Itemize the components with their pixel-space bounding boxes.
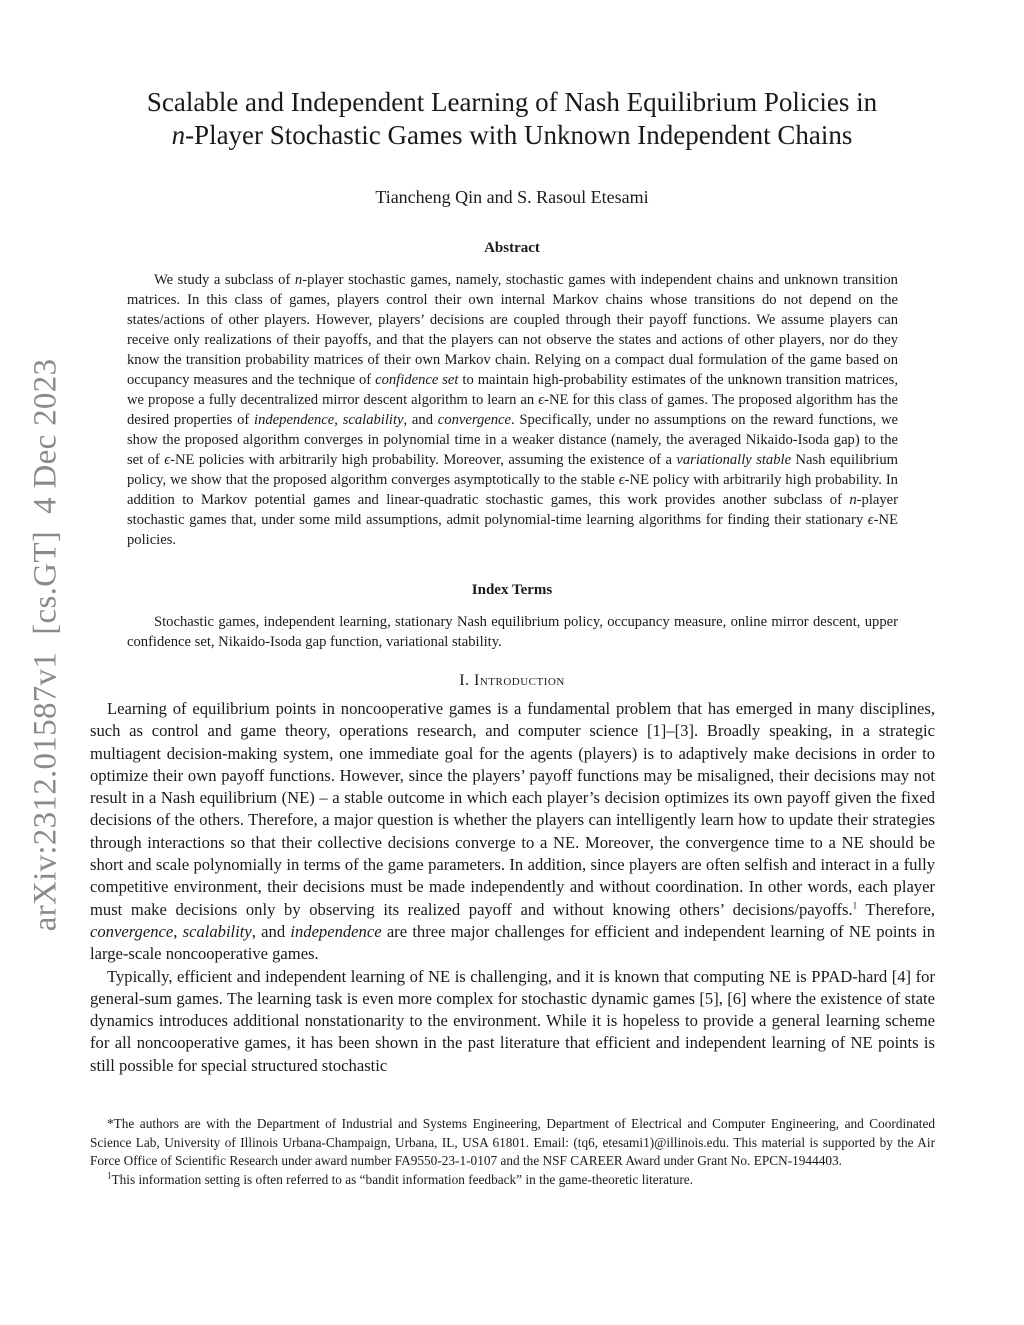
emphasis: confidence set [375, 372, 459, 388]
text-run: Learning of equilibrium points in noncooperative games is a fundamental problem that has emerged in many disciplines, such as control and game theory, operations research, and computer science [1]–[3]. Broadly speaking, in a strategic multiagent decision-making system, one immediate goal for the agents (players) is to adaptively make decisions in order to optimize their own payoff functions. However, since the players’ payoff functions may be misaligned, their decisions may not result in a Nash equilibrium (NE) – a stable outcome in which each player’s decision optimizes its own payoff given the fixed decisions of the others. Therefore, a major question is whether the players can intelligently learn how to update their strategies through interactions so that their collective decisions converge to a NE. Moreover, the convergence time to a NE should be short and scale polynomially in terms of the game parameters. In addition, since players are often selfish and interact in a fully competitive environment, their decisions must be made independently and without coordination. In other words, each player must make decisions only by observing its realized payoff and without knowing others’ decisions/payoffs. [90, 699, 935, 919]
emphasis: variationally stable [676, 452, 792, 468]
footnote-marker: 1 [107, 1170, 112, 1181]
footnote-1 [90, 1171, 935, 1190]
text-run: -NE policies. [127, 512, 898, 548]
title-line-1: Scalable and Independent Learning of Nash Equilibrium Policies in [146, 87, 878, 117]
section-heading [0, 672, 1024, 690]
text-run: , and [251, 921, 291, 941]
text-run: . Specifically, under no assumptions on the reward functions, we show the proposed algorithm converges in polynomial time in a weaker distance (namely, the averaged Nikaido-Isoda gap) to the set of [127, 412, 898, 468]
emphasis: convergence [90, 921, 174, 941]
introduction-body [90, 698, 935, 1077]
math-symbol: n [849, 492, 857, 508]
abstract-text [127, 270, 898, 550]
text-run: -NE policy with arbitrarily high probability. In addition to Markov potential games and linear-quadratic stochastic games, this work provides another subclass of [127, 472, 898, 508]
math-symbol: ϵ [618, 472, 625, 488]
math-symbol: n [294, 272, 303, 288]
footnote-marker: 1 [852, 900, 858, 911]
text-run: -NE for this class of games. The proposed algorithm has the desired properties of [127, 392, 898, 428]
emphasis: scalability [342, 412, 404, 428]
math-symbol: ϵ [867, 512, 874, 528]
text-run: , [334, 412, 343, 428]
text-run: We study a subclass of [154, 272, 295, 288]
footnotes [90, 1115, 935, 1189]
text-run: -player stochastic games, namely, stochastic games with independent chains and unknown transition matrices. In this class of games, players control their own internal Markov chains whose transitions do not depend on the states/actions of other players. However, players’ decisions are coupled through their payoff functions. We assume players can receive only realizations of their payoffs, and that the players can not observe the states and actions of other players, nor do they know the transition probability matrices of their own Markov chain. Relying on a compact dual formulation of the game based on occupancy measures and the technique of [127, 272, 898, 388]
index-terms-heading: Index Terms [471, 582, 553, 598]
paper-title [0, 86, 1024, 152]
text-run: Typically, efficient and independent learning of NE is challenging, and it is known that computing NE is PPAD-hard [4] for general-sum games. The learning task is even more complex for stochastic dynamic games [5], [6] where the existence of state dynamics introduces additional nonstationarity to the environment. While it is hopeless to provide a general learning scheme for all noncooperative games, it has been shown in the past literature that efficient and independent learning of NE points is still possible for special structured stochastic [90, 966, 935, 1075]
title-line-2 [0, 119, 1024, 152]
arxiv-identifier: arXiv:2312.01587v1 [cs.GT] 4 Dec 2023 [27, 358, 64, 932]
title-line-2-text: -Player Stochastic Games with Unknown Independent Chains [185, 120, 853, 150]
section-number: I. [459, 672, 470, 689]
paragraph [90, 698, 935, 966]
text-run: -NE policies with arbitrarily high probability. Moreover, assuming the existence of a [170, 452, 677, 468]
emphasis: scalability [182, 921, 252, 941]
math-symbol: ϵ [164, 452, 171, 468]
section-title: Introduction [474, 672, 565, 689]
emphasis: independence [254, 412, 335, 428]
abstract-heading: Abstract [484, 240, 540, 256]
text-run: , and [403, 412, 438, 428]
math-symbol: ϵ [538, 392, 545, 408]
index-terms-text [127, 612, 898, 652]
text-run: *The authors are with the Department of Industrial and Systems Engineering, Department of Electrical and Computer Engineering, and Coordinated Science Lab, University of Illinois Urbana-Champaign, Urbana, IL, USA 61801. Email: (tq6, etesami1)@illinois.edu. This material is supported by the Air Force Office of Scientific Research under award number FA9550-23-1-0107 and the NSF CAREER Award under Grant No. EPCN-1944403. [90, 1116, 935, 1168]
text-run: to maintain high-probability estimates of the unknown transition matrices, we propose a fully decentralized mirror descent algorithm to learn an [127, 372, 898, 408]
title-math: n [171, 120, 186, 150]
emphasis: convergence [437, 412, 511, 428]
paragraph [90, 966, 935, 1077]
text-run: This information setting is often referred to as “bandit information feedback” in the game-theoretic literature. [111, 1171, 694, 1187]
authors: Tiancheng Qin and S. Rasoul Etesami [375, 187, 649, 207]
emphasis: independence [290, 921, 382, 941]
text-run: Nash equilibrium policy, we show that the proposed algorithm converges asymptotically to the stable [127, 452, 898, 488]
text-run: , [173, 921, 183, 941]
text-run: Therefore, [857, 899, 935, 919]
text-run: are three major challenges for efficient and independent learning of NE points in large-scale noncooperative games. [90, 921, 936, 964]
text-run: -player stochastic games that, under some mild assumptions, admit polynomial-time learning algorithms for finding their stationary [127, 492, 898, 528]
footnote-affiliation [90, 1115, 935, 1171]
text-run: Stochastic games, independent learning, stationary Nash equilibrium policy, occupancy measure, online mirror descent, upper confidence set, Nikaido-Isoda gap function, variational stability. [127, 614, 898, 650]
